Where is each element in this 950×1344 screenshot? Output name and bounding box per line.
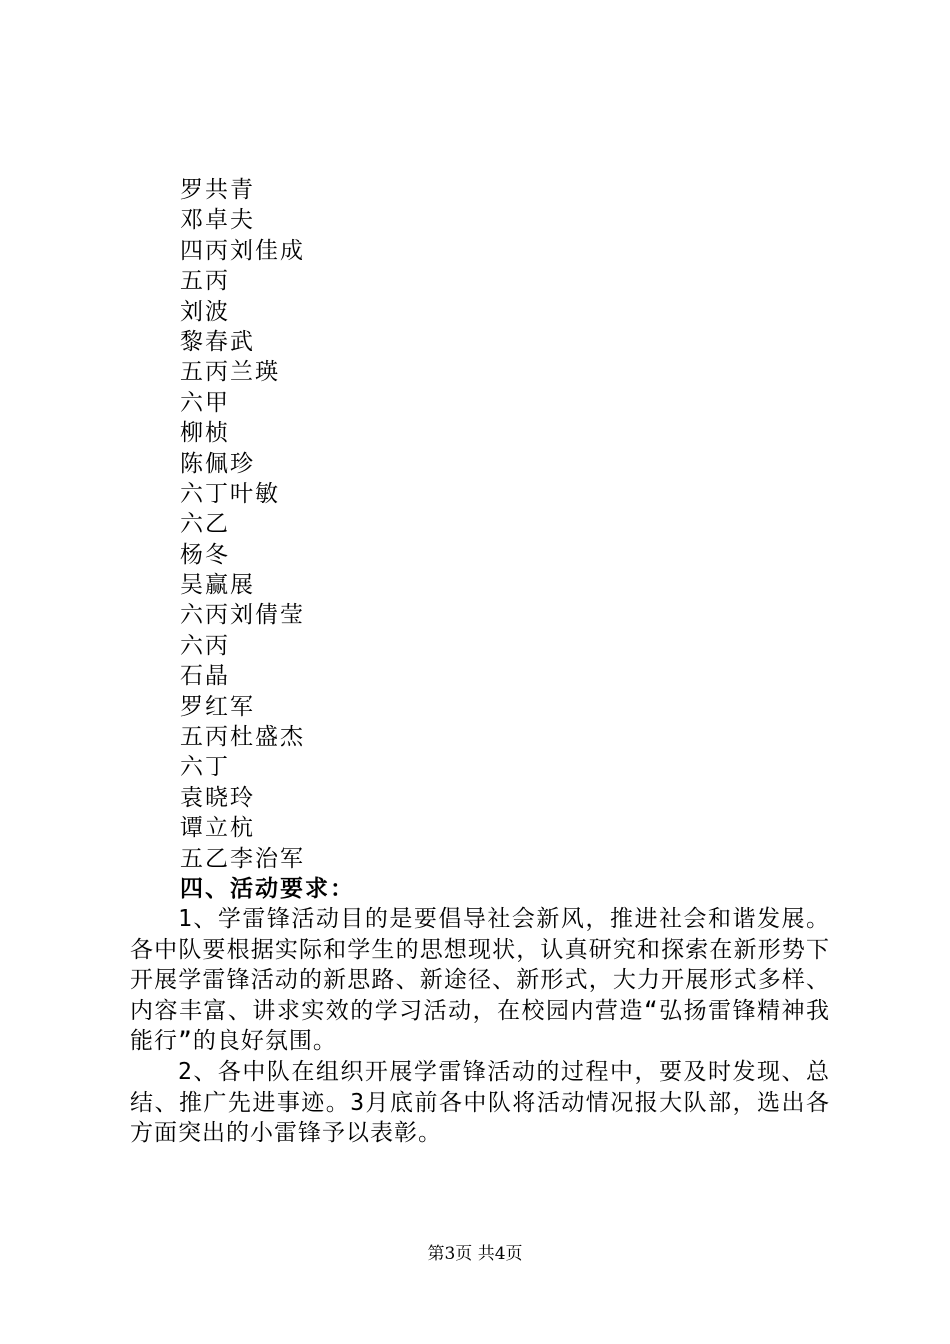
list-item: 六丁: [180, 754, 230, 781]
list-item: 邓卓夫: [180, 207, 255, 234]
list-item: 六丙: [180, 632, 230, 659]
list-item: 袁晓玲: [180, 784, 255, 811]
list-item: 谭立杭: [180, 815, 255, 842]
list-item: 石晶: [180, 663, 230, 690]
list-item: 吴赢展: [180, 572, 255, 599]
list-item: 刘波: [180, 298, 230, 325]
section-heading: 四、活动要求：: [180, 876, 355, 902]
list-item: 五丙兰瑛: [180, 359, 280, 386]
list-item: 黎春武: [180, 328, 255, 355]
list-item: 罗共青: [180, 177, 255, 203]
list-item: 五丙: [180, 268, 230, 295]
list-item: 六丁叶敏: [180, 480, 280, 507]
paragraph-requirement-2: 2、各中队在组织开展学雷锋活动的过程中，要及时发现、总结、推广先进事迹。3月底前各中队将活动情况报大队部，选出各方面突出的小雷锋予以表彰。: [130, 1059, 830, 1146]
list-item: 杨冬: [180, 541, 230, 568]
paragraph-requirement-1: 1、学雷锋活动目的是要倡导社会新风，推进社会和谐发展。各中队要根据实际和学生的思想现状，认真研究和探索在新形势下开展学雷锋活动的新思路、新途径、新形式，大力开展形式多样、内容丰富、讲求实效的学习活动，在校园内营造“弘扬雷锋精神我能行”的良好氛围。: [130, 906, 830, 1054]
list-item: 罗红军: [180, 693, 255, 720]
page-footer: 第3页 共4页: [427, 1244, 523, 1264]
list-item: 六乙: [180, 511, 230, 538]
name-list: [180, 175, 305, 874]
list-item: 六丙刘倩莹: [180, 602, 305, 629]
list-item: 陈佩珍: [180, 450, 255, 477]
list-item: 柳桢: [180, 420, 230, 447]
list-item: 六甲: [180, 389, 230, 416]
list-item: 四丙刘佳成: [180, 237, 305, 264]
list-item: 五乙李治军: [180, 845, 305, 872]
list-item: 五丙杜盛杰: [180, 724, 305, 751]
